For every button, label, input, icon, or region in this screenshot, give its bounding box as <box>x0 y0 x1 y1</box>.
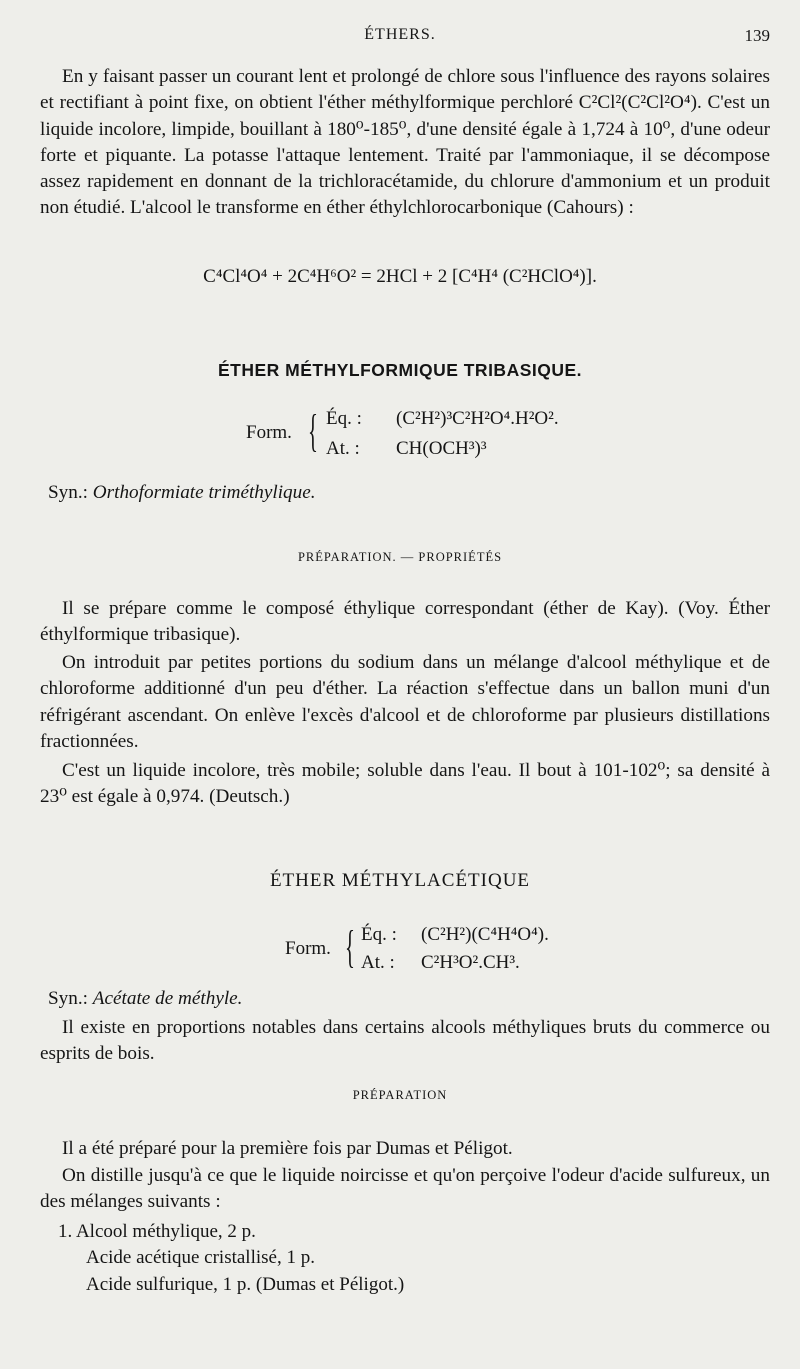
text-line: de chloroforme par plusieurs distillations fractionnées. <box>40 704 771 752</box>
subheading: PRÉPARATION. — PROPRIÉTÉS <box>297 550 503 564</box>
at-formula: C²H³O².CH³. <box>421 952 520 973</box>
text-line: On distille jusqu'à ce que le liquide noircisse et qu'on perçoive l'odeur <box>62 1165 605 1186</box>
text-line: l'attaque lentement. Traité par l'ammoniaque, il se décompose assez rapidement <box>40 144 770 193</box>
text-line: On introduit par petites portions du sodium dans un mélange d'alcool <box>62 652 627 673</box>
text-line: (Voy. Éther éthylformique tribasique). <box>40 598 771 646</box>
text-line: dans un ballon muni d'un réfrigérant ascendant. On enlève l'excès d'alcool et <box>40 678 771 726</box>
eq-label: Éq. : <box>361 924 397 945</box>
eq-formula: (C²H²)³C²H²O⁴.H²O². <box>396 408 559 429</box>
text-line: d'une densité égale à 1,724 à 10⁰, d'une odeur forte et piquante. La potasse <box>40 118 770 166</box>
text-line: non étudié. L'alcool le transforme en éther éthylchlorocarbonique (Cahours) : <box>40 197 634 219</box>
page-number: 139 <box>744 26 770 45</box>
text-line: en donnant de la trichloracétamide, du chlorure d'ammonium et un produit <box>180 171 770 193</box>
formula-block <box>285 921 605 980</box>
formula-block <box>246 405 606 464</box>
eq-formula: (C²H²)(C⁴H⁴O⁴). <box>421 924 549 945</box>
text-line: Il existe en proportions notables dans certains alcools méthyliques bruts du <box>62 1017 658 1038</box>
text-line: Il a été préparé pour la première fois par Dumas et Péligot. <box>62 1138 513 1159</box>
text-line: commerce ou esprits de bois. <box>40 1017 770 1065</box>
brace-glyph: { <box>308 405 318 456</box>
text-line: sa densité à 23⁰ est égale à 0,974. (Deutsch.) <box>40 760 770 808</box>
at-label: At. : <box>361 952 395 973</box>
syn-label: Syn.: <box>48 482 88 503</box>
at-formula: CH(OCH³)³ <box>396 438 487 459</box>
section-title: ÉTHER MÉTHYLACÉTIQUE <box>269 870 531 891</box>
recipe-list <box>58 1219 404 1298</box>
at-label: At. : <box>326 438 360 459</box>
reaction-equation: C⁴Cl⁴O⁴ + 2C⁴H⁶O² = 2HCl + 2 [C⁴H⁴ (C²HClO⁴)]. <box>203 266 597 287</box>
paragraph <box>40 1163 770 1216</box>
form-label: Form. <box>246 422 292 443</box>
synonym-line <box>48 482 316 504</box>
brace-glyph: { <box>345 921 355 972</box>
paragraph <box>40 758 770 811</box>
paragraph <box>40 650 770 755</box>
eq-label: Éq. : <box>326 408 362 429</box>
paragraph <box>40 1015 770 1068</box>
intro-paragraph <box>40 64 770 222</box>
list-item: Acide sulfurique, 1 p. (Dumas et Péligot.) <box>86 1273 405 1295</box>
syn-label: Syn.: <box>48 988 88 1009</box>
page-header <box>0 26 800 50</box>
text-line: C'est un liquide incolore, très mobile; soluble dans l'eau. Il bout à 101-102⁰; <box>62 760 671 781</box>
syn-value: Orthoformiate triméthylique. <box>92 482 316 503</box>
list-item: 1. Alcool méthylique, 2 p. <box>58 1221 256 1242</box>
paragraph <box>40 1136 770 1162</box>
running-title: ÉTHERS. <box>364 26 436 43</box>
synonym-line <box>48 988 242 1010</box>
subheading: PRÉPARATION <box>352 1088 448 1102</box>
section-title: ÉTHER MÉTHYLFORMIQUE TRIBASIQUE. <box>217 360 583 380</box>
form-label: Form. <box>285 938 331 959</box>
text-line: rayons solaires et rectifiant à point fixe, on obtient l'éther méthylformique <box>40 66 770 114</box>
text-line: Il se prépare comme le composé éthylique correspondant (éther de Kay). <box>62 598 669 619</box>
text-line: perchloré C²Cl²(C²Cl²O⁴). C'est un liquide incolore, limpide, bouillant à 180⁰-185⁰, <box>40 92 770 140</box>
text-line: méthylique et de chloroforme additionné d'un peu d'éther. La réaction s'effectue <box>40 652 770 700</box>
syn-value: Acétate de méthyle. <box>92 988 243 1009</box>
text-line: En y faisant passer un courant lent et prolongé de chlore sous l'influence des <box>62 66 651 87</box>
text-line: d'acide sulfureux, un des mélanges suivants : <box>40 1165 770 1213</box>
list-item: Acide acétique cristallisé, 1 p. <box>86 1247 315 1269</box>
paragraph <box>40 596 770 649</box>
